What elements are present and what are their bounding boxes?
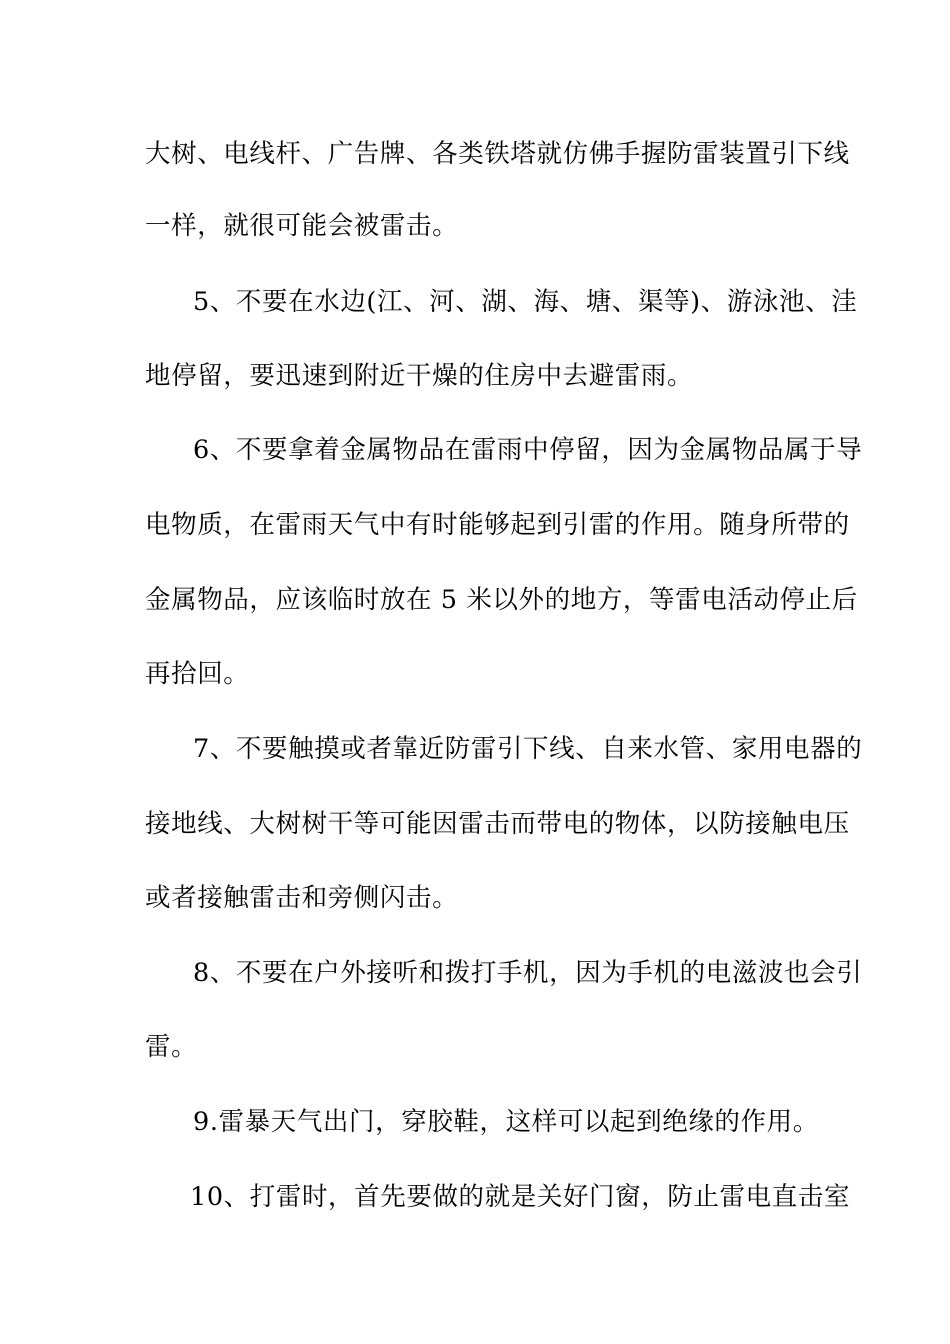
paragraph-6-start: 6、不要拿着金属物品在雷雨中停留，因为金属物品属于导 — [193, 435, 863, 465]
paragraph-7-start: 7、不要触摸或者靠近防雷引下线、自来水管、家用电器的 — [193, 734, 863, 764]
text-line: 再拾回。 — [145, 659, 250, 689]
paragraph-9-start: 9.雷暴天气出门，穿胶鞋，这样可以起到绝缘的作用。 — [193, 1107, 819, 1137]
paragraph-5-start: 5、不要在水边(江、河、湖、海、塘、渠等)、游泳池、洼 — [193, 287, 858, 317]
text-line: 电物质，在雷雨天气中有时能够起到引雷的作用。随身所带的 — [145, 510, 850, 540]
paragraph-8-start: 8、不要在户外接听和拨打手机，因为手机的电滋波也会引 — [193, 958, 863, 988]
text-line: 金属物品，应该临时放在 5 米以外的地方，等雷电活动停止后 — [145, 585, 858, 615]
text-line: 一样，就很可能会被雷击。 — [145, 211, 459, 241]
text-line: 接地线、大树树干等可能因雷击而带电的物体，以防接触电压 — [145, 809, 850, 839]
text-line: 或者接触雷击和旁侧闪击。 — [145, 883, 459, 913]
text-line: 雷。 — [145, 1032, 198, 1062]
text-line: 地停留，要迅速到附近干燥的住房中去避雷雨。 — [145, 361, 694, 391]
paragraph-10-start: 10、打雷时，首先要做的就是关好门窗，防止雷电直击室 — [190, 1182, 851, 1212]
text-line: 大树、电线杆、广告牌、各类铁塔就仿佛手握防雷装置引下线 — [145, 139, 850, 169]
